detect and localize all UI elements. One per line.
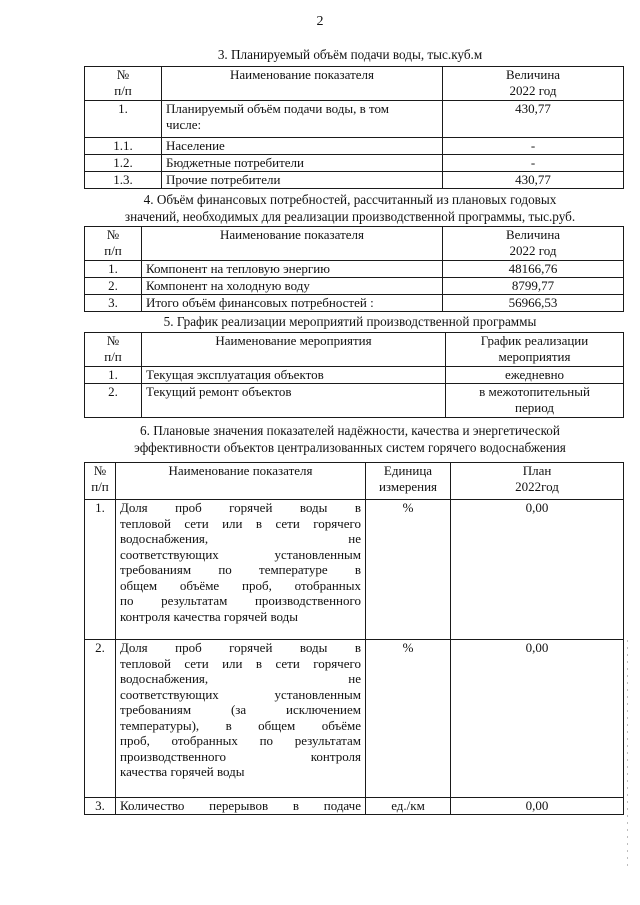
table-header-row: [85, 67, 624, 101]
indicator-value: 56966,53: [443, 295, 624, 312]
row-number: 1.: [85, 500, 116, 640]
reliability-indicators-table: [84, 462, 624, 815]
section-4-title: 4. Объём финансовых потребностей, рассчитанный из плановых годовых значений, необходимых для реализации производственной программы, тыс.руб.: [124, 192, 576, 224]
table-row: [85, 384, 624, 418]
plan-value: 0,00: [451, 500, 624, 640]
activity-name: Текущий ремонт объектов: [142, 384, 446, 418]
unit-header: Единица измерения: [366, 463, 451, 500]
table-row: [85, 295, 624, 312]
indicator-name: Количество перерывов в подаче: [116, 798, 366, 815]
row-number: 1.: [85, 261, 142, 278]
financial-needs-table: [84, 226, 624, 312]
indicator-name: Население: [162, 138, 443, 155]
table-header-row: [85, 333, 624, 367]
section-5-title: 5. График реализации мероприятий производственной программы: [163, 314, 537, 329]
indicator-name: Компонент на тепловую энергию: [142, 261, 443, 278]
table-header-row: [85, 463, 624, 500]
name-header: Наименование показателя: [142, 227, 443, 261]
indicator-name: Итого объём финансовых потребностей :: [142, 295, 443, 312]
row-number: 1.: [85, 101, 162, 138]
row-number: 1.3.: [85, 172, 162, 189]
indicator-value: 8799,77: [443, 278, 624, 295]
indicator-name: Прочие потребители: [162, 172, 443, 189]
name-header: Наименование показателя: [162, 67, 443, 101]
indicator-name: Бюджетные потребители: [162, 155, 443, 172]
row-number: 2.: [85, 640, 116, 798]
planned-water-volume-table: [84, 66, 624, 189]
page-number: 2: [316, 14, 324, 29]
activity-schedule-table: [84, 332, 624, 418]
plan-value: 0,00: [451, 798, 624, 815]
activity-name: Текущая эксплуатация объектов: [142, 367, 446, 384]
unit-value: %: [366, 500, 451, 640]
table-row: [85, 101, 624, 138]
table-row: [85, 261, 624, 278]
row-number: 2.: [85, 384, 142, 418]
unit-value: %: [366, 640, 451, 798]
plan-header: План 2022год: [451, 463, 624, 500]
unit-value: ед./км: [366, 798, 451, 815]
plan-value: 0,00: [451, 640, 624, 798]
indicator-value: 48166,76: [443, 261, 624, 278]
row-number: 3.: [85, 295, 142, 312]
indicator-name: Компонент на холодную воду: [142, 278, 443, 295]
indicator-name: Доля проб горячей воды в тепловой сети или в сети горячего водоснабжения, не соответствующих установленным требованиям (за исключением температуры), в общем объёме проб, отобранных по результатам производственного контроля качества горячей воды: [116, 640, 366, 798]
table-row: [85, 640, 624, 798]
scan-margin-artifact: [627, 640, 628, 870]
activity-header: Наименование мероприятия: [142, 333, 446, 367]
indicator-value: -: [443, 155, 624, 172]
table-row: [85, 278, 624, 295]
row-number: 1.: [85, 367, 142, 384]
table-row: [85, 138, 624, 155]
value-header: Величина 2022 год: [443, 227, 624, 261]
row-number: 1.1.: [85, 138, 162, 155]
schedule-header: График реализации мероприятия: [446, 333, 624, 367]
num-header: № п/п: [85, 333, 142, 367]
num-header: № п/п: [85, 227, 142, 261]
row-number: 3.: [85, 798, 116, 815]
table-row: [85, 367, 624, 384]
section-6-title: 6. Плановые значения показателей надёжности, качества и энергетической эффективности объектов централизованных систем горячего водоснабжения: [134, 423, 566, 455]
name-header: Наименование показателя: [116, 463, 366, 500]
table-row: [85, 500, 624, 640]
section-3-title: 3. Планируемый объём подачи воды, тыс.куб.м: [217, 47, 483, 62]
row-number: 1.2.: [85, 155, 162, 172]
table-row: [85, 798, 624, 815]
table-row: [85, 155, 624, 172]
table-header-row: [85, 227, 624, 261]
indicator-value: 430,77: [443, 172, 624, 189]
indicator-name: Доля проб горячей воды в тепловой сети или в сети горячего водоснабжения, не соответствующих установленным требованиям по температуре в общем объёме проб, отобранных по результатам производственного контроля качества горячей воды: [116, 500, 366, 640]
value-header: Величина 2022 год: [443, 67, 624, 101]
indicator-name: Планируемый объём подачи воды, в том числе:: [162, 101, 443, 138]
num-header: № п/п: [85, 67, 162, 101]
activity-schedule: ежедневно: [446, 367, 624, 384]
num-header: № п/п: [85, 463, 116, 500]
row-number: 2.: [85, 278, 142, 295]
indicator-value: 430,77: [443, 101, 624, 138]
indicator-value: -: [443, 138, 624, 155]
activity-schedule: в межотопительный период: [446, 384, 624, 418]
table-row: [85, 172, 624, 189]
